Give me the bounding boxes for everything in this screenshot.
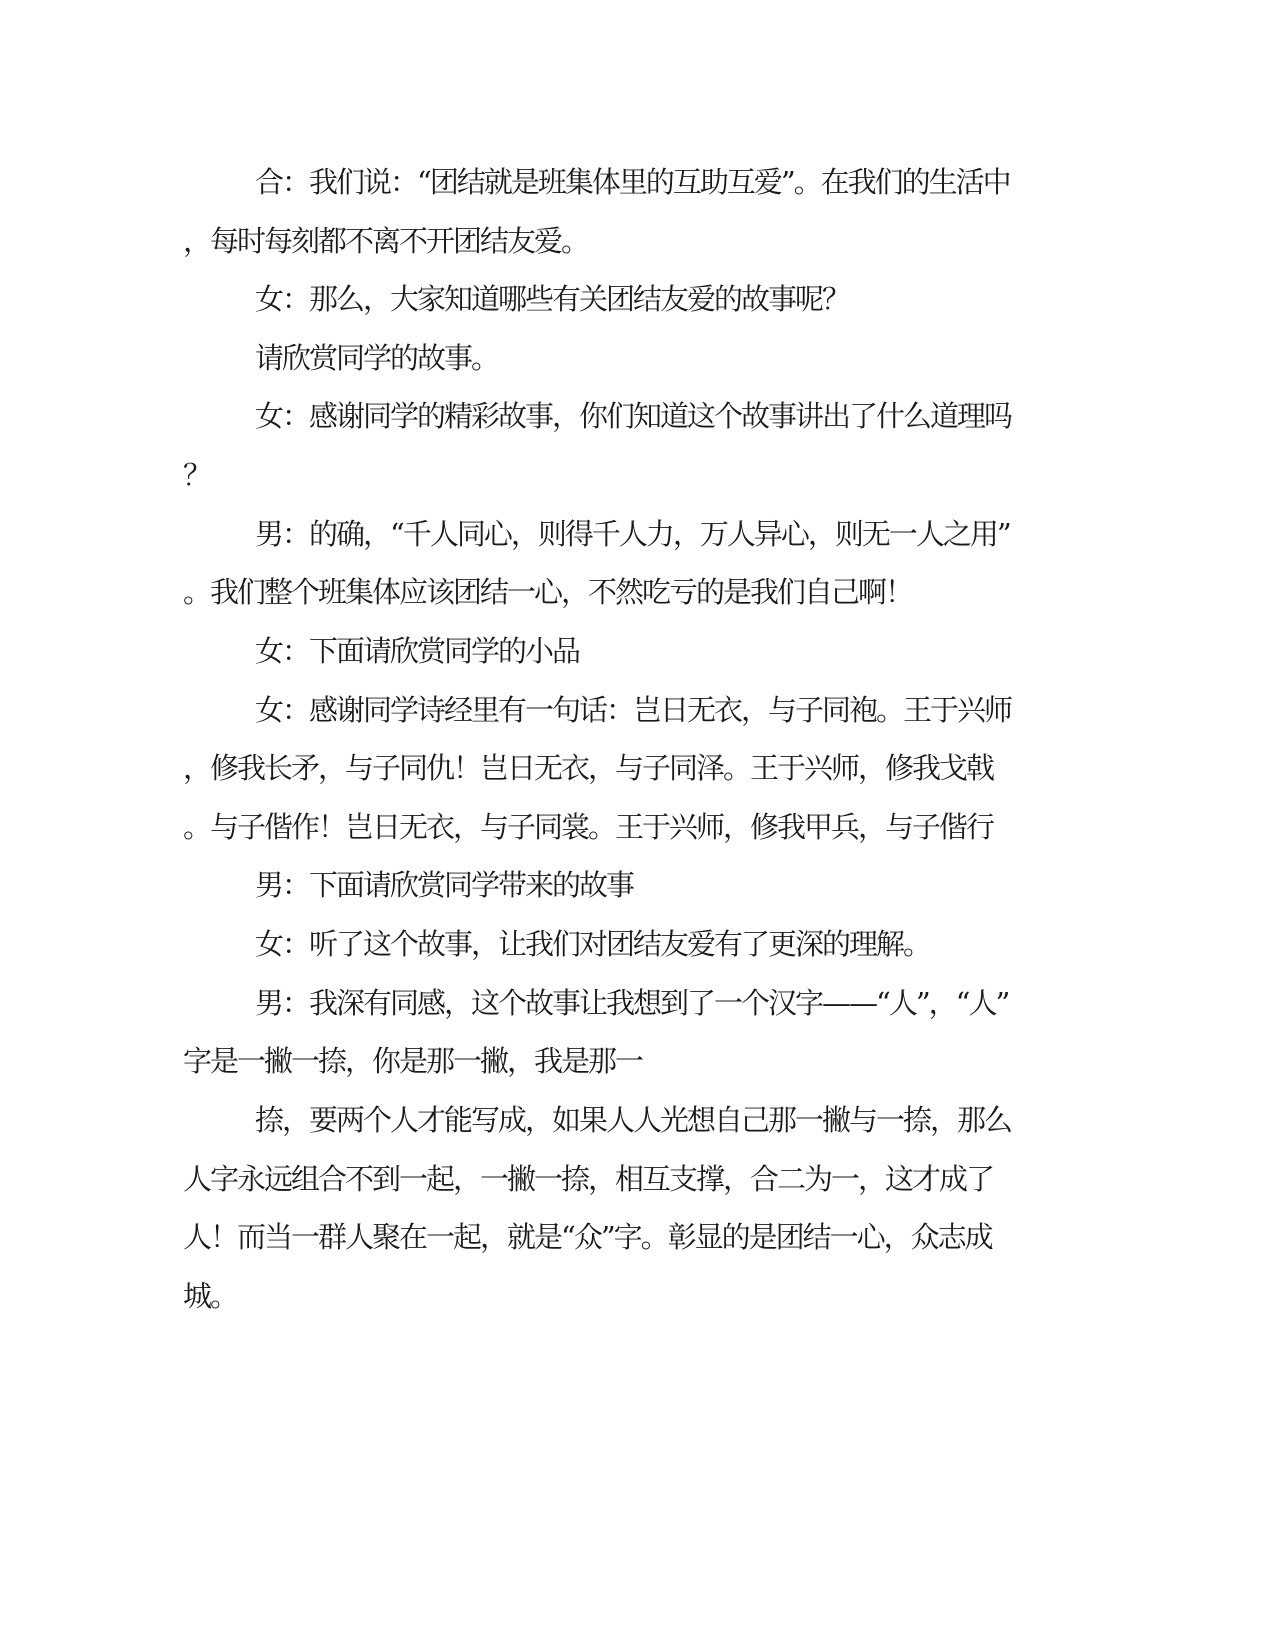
text-line: 人！而当一群人聚在一起，就是“众”字。彰显的是团结一心，众志成 <box>183 1220 992 1254</box>
text-line: 城。 <box>183 1279 238 1313</box>
text-line: 女：听了这个故事，让我们对团结友爱有了更深的理解。 <box>255 927 931 961</box>
text-line: 人字永远组合不到一起，一撇一捺，相互支撑，合二为一，这才成了 <box>183 1162 994 1196</box>
text-line: 合：我们说：“团结就是班集体里的互助互爱”。在我们的生活中 <box>255 165 1010 199</box>
text-line: 请欣赏同学的故事。 <box>255 341 499 375</box>
text-line: 女：那么，大家知道哪些有关团结友爱的故事呢？ <box>255 282 850 316</box>
text-line: 女：感谢同学的精彩故事，你们知道这个故事讲出了什么道理吗 <box>255 399 1012 433</box>
text-line: 男：我深有同感，这个故事让我想到了一个汉字——“人”，“人” <box>255 986 1009 1020</box>
text-line: ，修我长矛，与子同仇！岂日无衣，与子同泽。王于兴师，修我戈戟 <box>183 751 994 785</box>
text-line: 。我们整个班集体应该团结一心，不然吃亏的是我们自己啊！ <box>183 575 913 609</box>
text-line: 女：感谢同学诗经里有一句话：岂日无衣，与子同袍。王于兴师 <box>255 693 1012 727</box>
text-line: 男：下面请欣赏同学带来的故事 <box>255 868 634 902</box>
text-line: 。与子偕作！岂日无衣，与子同裳。王于兴师，修我甲兵，与子偕行 <box>183 810 994 844</box>
text-line: ，每时每刻都不离不开团结友爱。 <box>183 224 589 258</box>
text-line: 字是一撇一捺，你是那一撇，我是那一 <box>183 1044 643 1078</box>
text-line: 捺，要两个人才能写成，如果人人光想自己那一撇与一捺，那么 <box>255 1103 1012 1137</box>
text-line: 男：的确，“千人同心，则得千人力，万人异心，则无一人之用” <box>255 517 1010 551</box>
text-line: 女：下面请欣赏同学的小品 <box>255 634 580 668</box>
text-line: ？ <box>183 458 211 492</box>
